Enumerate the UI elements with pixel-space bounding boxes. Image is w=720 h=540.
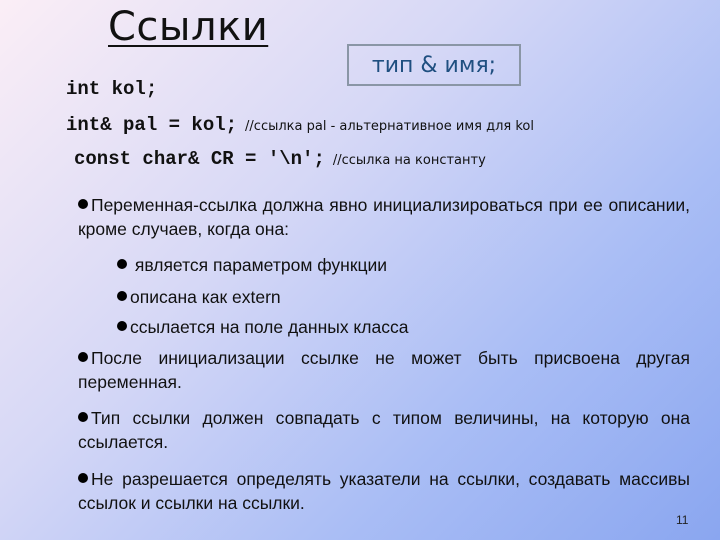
code-line-1 (66, 80, 157, 99)
code-line-3 (74, 150, 486, 169)
bullet-dot-icon (78, 352, 88, 362)
bullet-item (78, 346, 690, 394)
bullet-dot-icon (117, 321, 127, 331)
bullet-dot-icon (117, 291, 127, 301)
bullet-dot-icon (117, 259, 127, 269)
code-text: int kol; (66, 78, 158, 100)
code-comment: //ссылка pal - альтернативное имя для kol (245, 119, 534, 134)
sub-bullet-item (117, 253, 677, 277)
sub-bullet-item (117, 285, 677, 309)
code-text: int& pal = kol; (66, 114, 238, 136)
bullet-text: Не разрешается определять указатели на ссылки, создавать массивы ссылок и ссылки на ссылки. (78, 469, 690, 513)
code-line-2 (66, 116, 534, 135)
bullet-dot-icon (78, 199, 88, 209)
code-text: const char& CR = '\n'; (74, 148, 325, 170)
bullet-dot-icon (78, 473, 88, 483)
bullet-text: является параметром функции (130, 255, 388, 275)
bullet-item (78, 406, 690, 454)
sub-bullet-item (117, 315, 677, 339)
bullet-text: описана как extern (130, 287, 281, 307)
type-name-box: тип & имя; (347, 44, 521, 86)
page-number: 11 (676, 513, 689, 527)
bullet-dot-icon (78, 412, 88, 422)
bullet-text: Переменная-ссылка должна явно инициализироваться при ее описании, кроме случаев, когда она: (78, 195, 690, 239)
bullet-item (78, 193, 690, 241)
code-comment: //ссылка на константу (332, 153, 486, 168)
bullet-item (78, 467, 690, 515)
bullet-text: После инициализации ссылке не может быть присвоена другая переменная. (78, 348, 690, 392)
slide-title: Ссылки (108, 4, 269, 50)
bullet-text: Тип ссылки должен совпадать с типом величины, на которую она ссылается. (78, 408, 690, 452)
bullet-text: ссылается на поле данных класса (130, 317, 409, 337)
